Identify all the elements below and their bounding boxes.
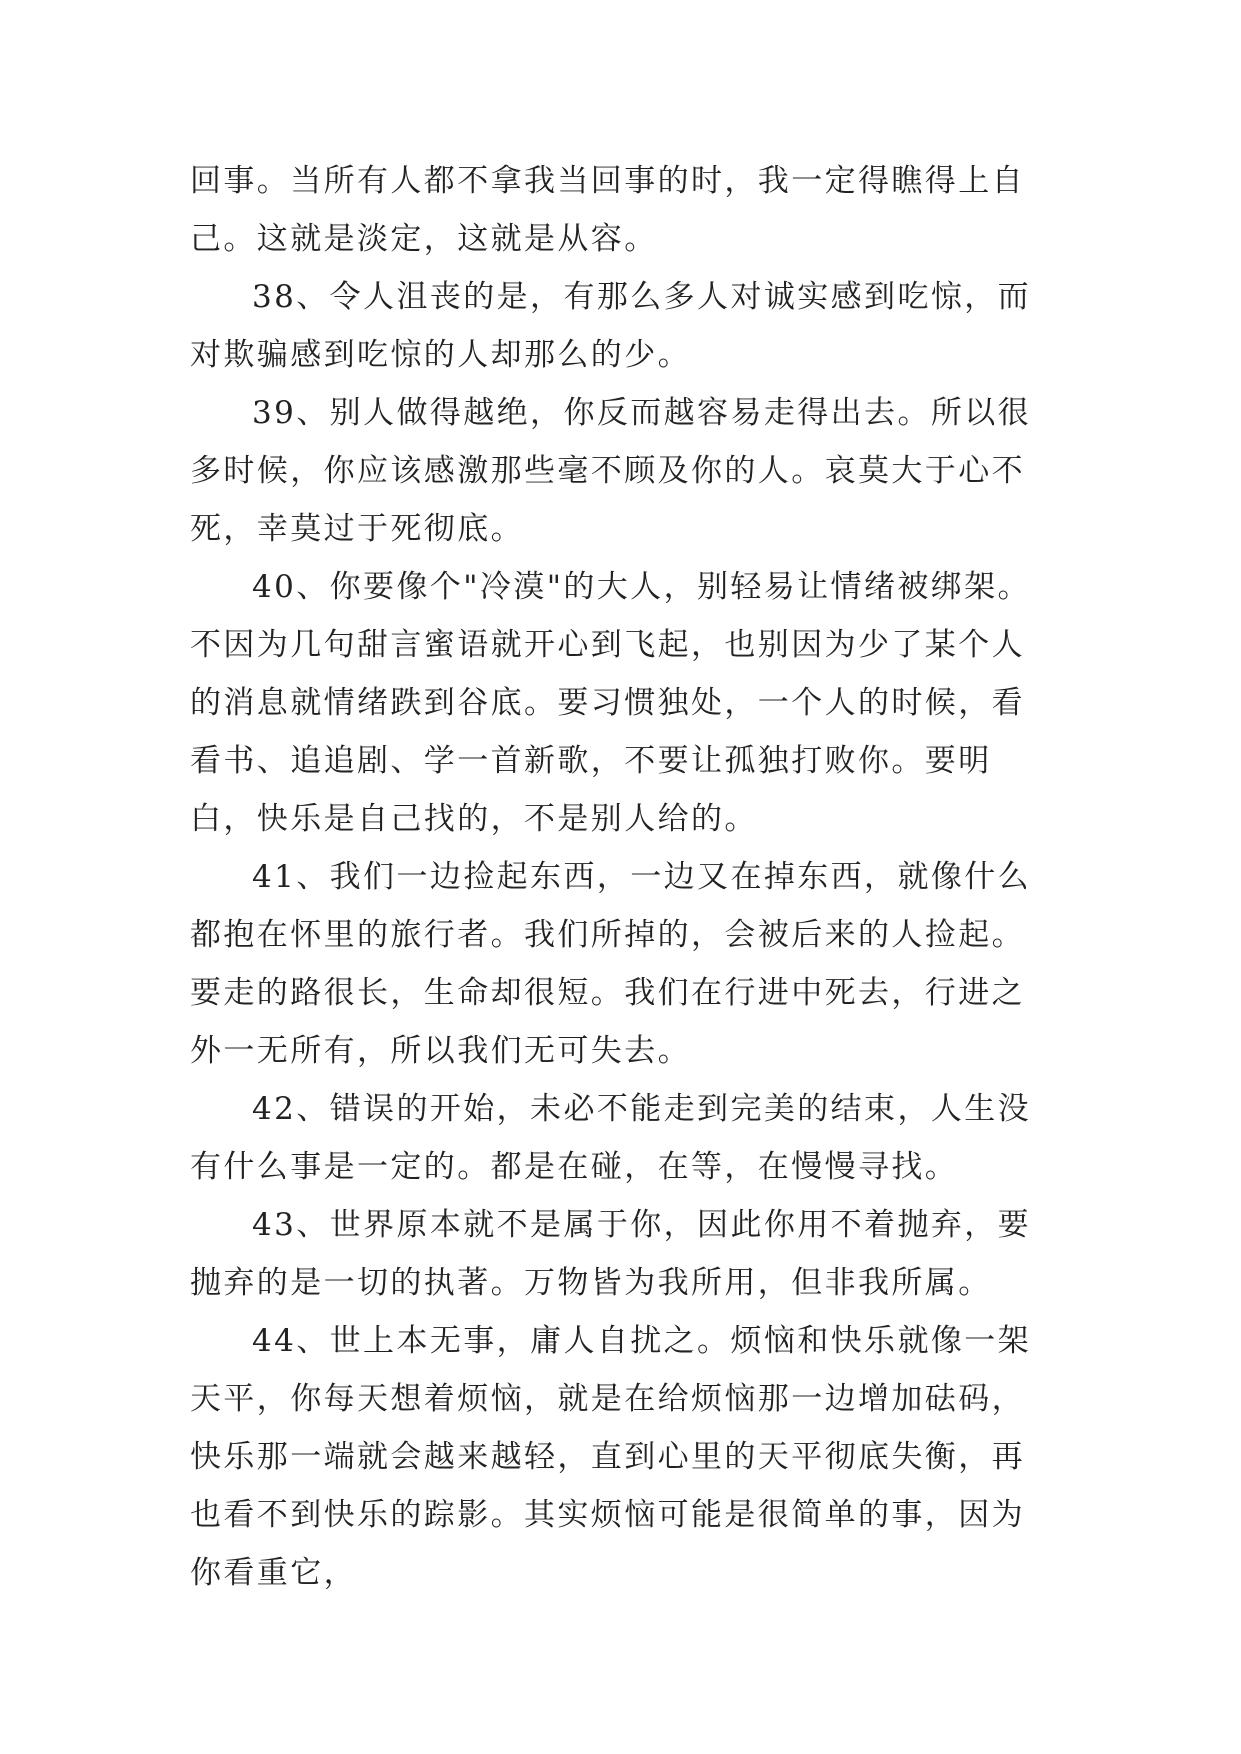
paragraph-44: 44、世上本无事，庸人自扰之。烦恼和快乐就像一架天平，你每天想着烦恼，就是在给烦恼那一边增加砝码，快乐那一端就会越来越轻，直到心里的天平彻底失衡，再也看不到快乐的踪影。其实烦恼可能是很简单的事，因为你看重它， xyxy=(190,1323,1032,1591)
paragraph-39: 39、别人做得越绝，你反而越容易走得出去。所以很多时候，你应该感激那些毫不顾及你的人。哀莫大于心不死，幸莫过于死彻底。 xyxy=(190,395,1032,547)
paragraph-38: 38、令人沮丧的是，有那么多人对诚实感到吃惊，而对欺骗感到吃惊的人却那么的少。 xyxy=(190,279,1032,373)
paragraph-43: 43、世界原本就不是属于你，因此你用不着抛弃，要抛弃的是一切的执著。万物皆为我所用，但非我所属。 xyxy=(190,1207,1032,1301)
document-body xyxy=(190,152,1058,1602)
paragraph-40: 40、你要像个"冷漠"的大人，别轻易让情绪被绑架。不因为几句甜言蜜语就开心到飞起，也别因为少了某个人的消息就情绪跌到谷底。要习惯独处，一个人的时候，看看书、追追剧、学一首新歌，不要让孤独打败你。要明白，快乐是自己找的，不是别人给的。 xyxy=(190,569,1031,837)
paragraph-41: 41、我们一边捡起东西，一边又在掉东西，就像什么都抱在怀里的旅行者。我们所掉的，会被后来的人捡起。要走的路很长，生命却很短。我们在行进中死去，行进之外一无所有，所以我们无可失去。 xyxy=(190,859,1032,1069)
paragraph-42: 42、错误的开始，未必不能走到完美的结束，人生没有什么事是一定的。都是在碰，在等，在慢慢寻找。 xyxy=(190,1091,1032,1185)
paragraph-continuation: 回事。当所有人都不拿我当回事的时，我一定得瞧得上自己。这就是淡定，这就是从容。 xyxy=(190,163,1025,257)
